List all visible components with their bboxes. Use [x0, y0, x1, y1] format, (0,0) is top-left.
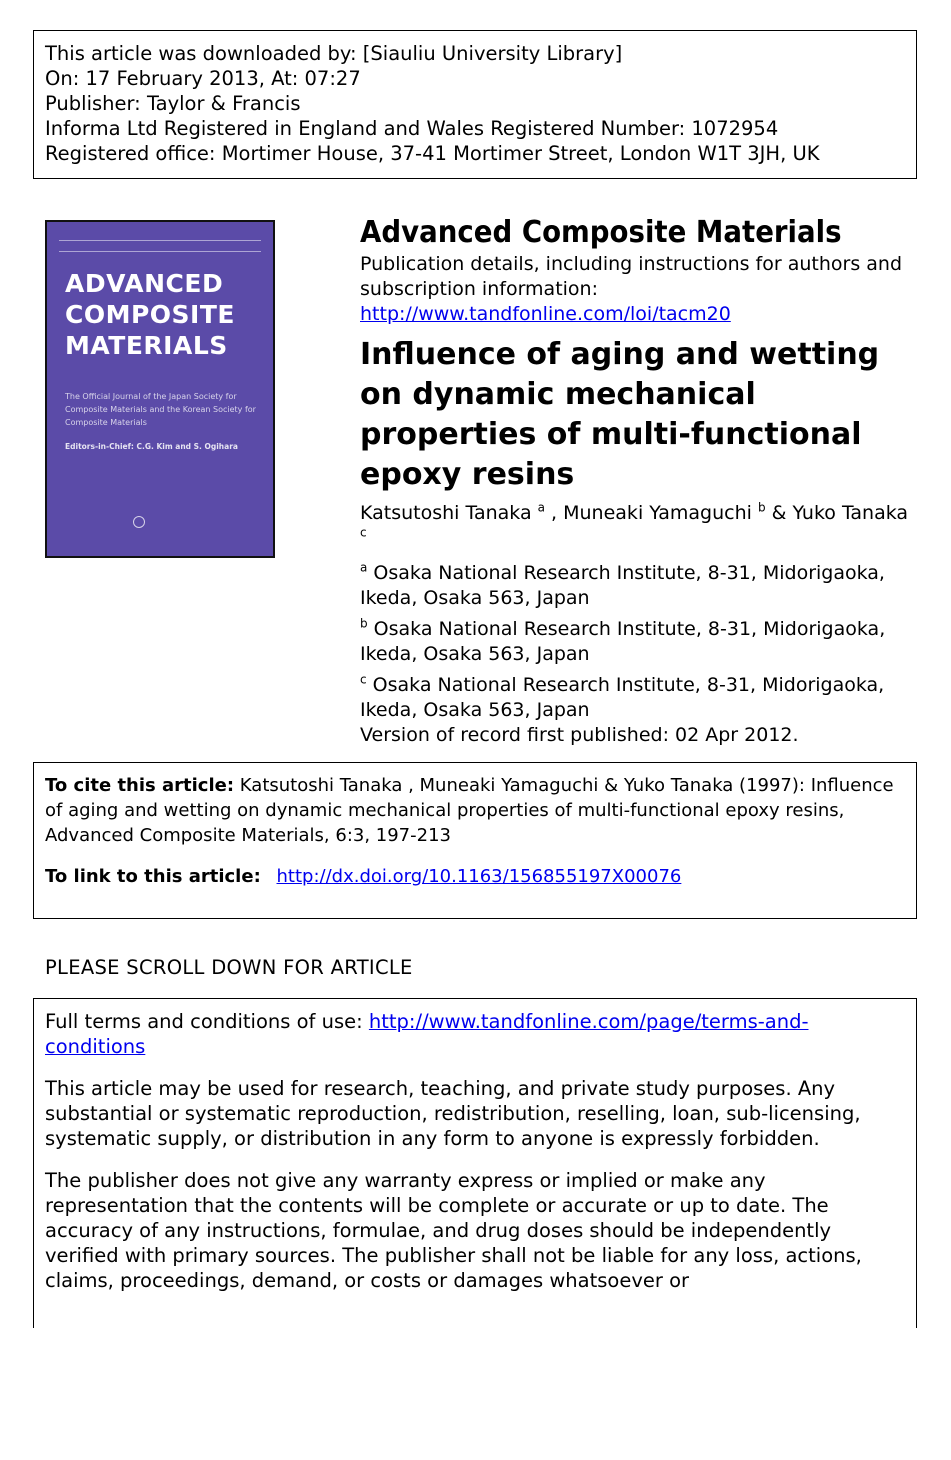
download-notice-line: Registered office: Mortimer House, 37-41 Mortimer Street, London W1T 3JH, UK [45, 142, 820, 165]
author-name: Muneaki Yamaguchi [563, 502, 752, 524]
terms-box [33, 998, 917, 1328]
citation-text: Katsutoshi Tanaka , Muneaki Yamaguchi & Yuko Tanaka (1997): Influence of aging and wetting on dynamic mechanical properties of multi-functional epoxy resins, Advanced Composite Materials, 6:3, 197-213 [45, 775, 894, 846]
scroll-down-notice: PLEASE SCROLL DOWN FOR ARTICLE [45, 956, 413, 979]
download-notice-line: On: 17 February 2013, At: 07:27 [45, 67, 361, 90]
author-separator: & [765, 502, 793, 524]
affiliation-text: Osaka National Research Institute, 8-31, Midorigaoka, Ikeda, Osaka 563, Japan [360, 674, 885, 721]
cover-title-line: COMPOSITE [65, 300, 235, 329]
article-header [360, 214, 920, 748]
logo-circle-icon [133, 516, 145, 528]
download-notice-line: Informa Ltd Registered in England and Wales Registered Number: 1072954 [45, 117, 779, 140]
version-of-record: Version of record first published: 02 Apr 2012. [360, 724, 799, 746]
journal-url-link[interactable]: http://www.tandfonline.com/loi/tacm20 [360, 303, 731, 325]
download-notice-line: This article was downloaded by: [Siauliu University Library] [45, 42, 623, 65]
article-link-row [45, 864, 905, 889]
article-title: Influence of aging and wetting on dynamic mechanical properties of multi-functional epoxy resins [360, 337, 880, 492]
terms-url-link[interactable]: http://www.tandfonline.com/page/terms-and-conditions [45, 1010, 809, 1058]
author-name: Katsutoshi Tanaka [360, 502, 532, 524]
citation-label: To cite this article: [45, 775, 235, 796]
author-list [360, 501, 920, 551]
affiliation-sup: b [360, 616, 368, 631]
affiliation-b [360, 617, 920, 667]
download-notice-box [33, 30, 917, 179]
cover-header-rule [59, 240, 261, 252]
citation-row [45, 773, 905, 848]
cover-title [65, 268, 265, 361]
download-notice-line: Publisher: Taylor & Francis [45, 92, 301, 115]
cover-title-line: ADVANCED [65, 269, 224, 298]
citation-box [33, 762, 917, 919]
affiliation-a [360, 561, 920, 611]
cover-editors: Editors-in-Chief: C.G. Kim and S. Ogihara [65, 442, 238, 451]
cover-subtitle: The Official Journal of the Japan Society for Composite Materials and the Korean Society for Composite Materials [65, 392, 256, 427]
journal-title: Advanced Composite Materials [360, 215, 842, 250]
affiliation-text: Osaka National Research Institute, 8-31, Midorigaoka, Ikeda, Osaka 563, Japan [360, 618, 886, 665]
terms-intro-text: Full terms and conditions of use: [45, 1010, 369, 1033]
journal-cover-image [45, 220, 275, 558]
affiliation-text: Osaka National Research Institute, 8-31, Midorigaoka, Ikeda, Osaka 563, Japan [360, 562, 885, 609]
author-separator: , [545, 502, 564, 524]
author-affil-sup: a [537, 500, 545, 515]
affiliation-sup: c [360, 672, 367, 687]
author-affil-sup: b [757, 500, 766, 515]
publication-details-text: Publication details, including instructions for authors and subscription information: [360, 253, 903, 300]
cover-title-line: MATERIALS [65, 331, 228, 360]
author-name: Yuko Tanaka [792, 502, 909, 524]
affiliation-sup: a [360, 560, 368, 575]
publication-details [360, 252, 920, 327]
terms-paragraph: The publisher does not give any warranty express or implied or make any representation that the contents will be complete or accurate or up to date. The accuracy of any instructions, formulae, and drug doses should be independently verified with primary sources. The publisher shall not be liable for any loss, actions, claims, proceedings, demand, or costs or damages whatsoever or [45, 1169, 862, 1292]
publisher-logo-icon [133, 516, 193, 528]
affiliation-c [360, 673, 920, 723]
terms-intro-paragraph [45, 1009, 905, 1059]
terms-paragraph: This article may be used for research, teaching, and private study purposes. Any substantial or systematic reproduction, redistribution, reselling, loan, sub-licensing, systematic supply, or distribution in any form to anyone is expressly forbidden. [45, 1077, 861, 1150]
doi-link[interactable]: http://dx.doi.org/10.1163/156855197X00076 [276, 866, 682, 887]
author-affil-sup: c [360, 525, 367, 540]
article-link-label: To link to this article: [45, 866, 261, 887]
